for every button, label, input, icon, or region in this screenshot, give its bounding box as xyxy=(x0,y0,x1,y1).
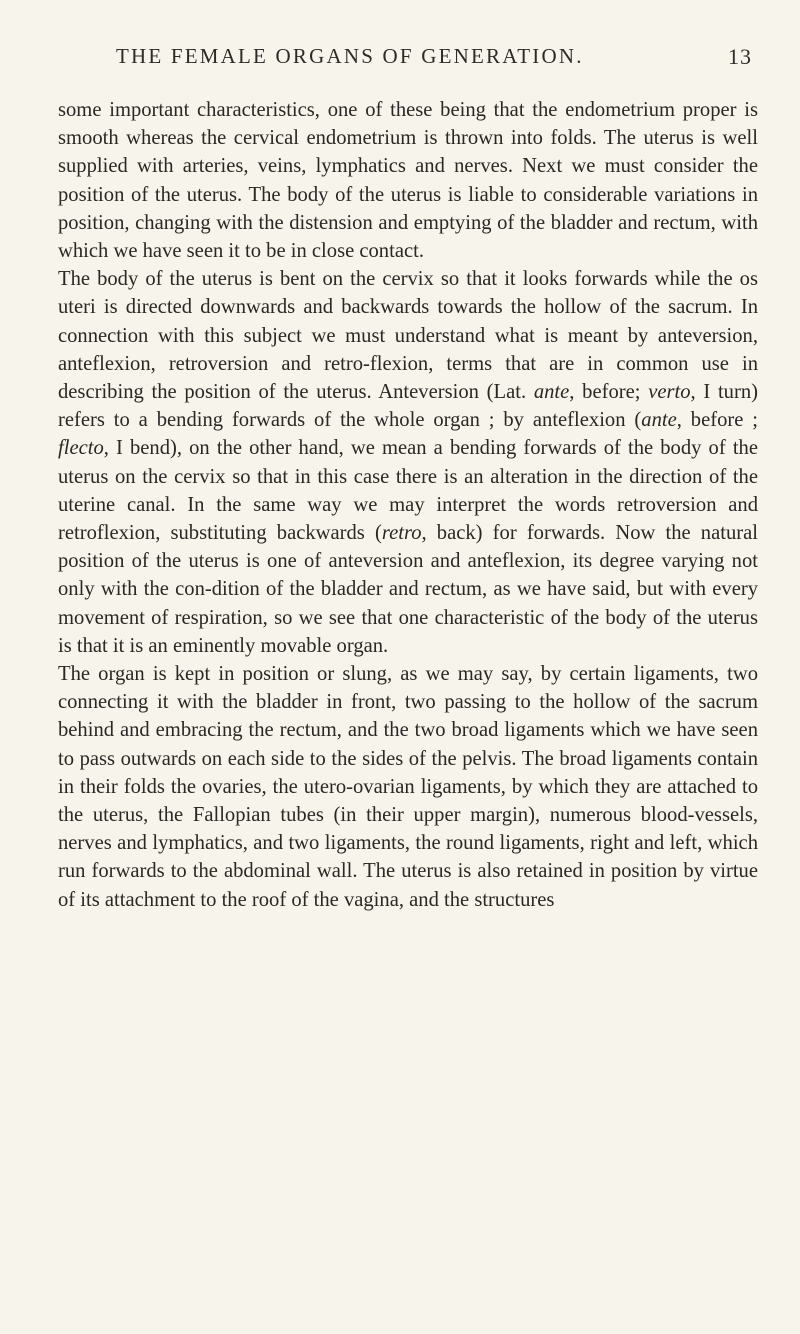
text-run: , before; xyxy=(569,381,649,404)
text-run: some important characteristics, one of these being that the endometrium proper is smooth whereas the cervical endometrium is thrown into folds. The uterus is well supplied with arteries, veins, lymphatics and nerves. Next we must consider the position of the uterus. The body of the uterus is liable to considerable variations in position, changing with the distension and emptying of the bladder and rectum, with which we have seen it to be in close contact. xyxy=(58,99,758,263)
italic-term: retro xyxy=(381,522,422,545)
running-head xyxy=(58,44,758,96)
page-number: 13 xyxy=(728,44,752,69)
text-run: , I turn) refers to a bending forwards of the whole organ ; by anteflexion ( xyxy=(58,381,758,432)
paragraph xyxy=(58,96,758,265)
paragraph xyxy=(58,265,758,660)
italic-term: flecto xyxy=(58,437,104,460)
paragraph xyxy=(58,660,758,914)
italic-term: ante xyxy=(533,381,570,404)
text-run: , back) for forwards. Now the natural position of the uterus is one of anteversion and anteflexion, its degree varying not only with the con-dition of the bladder and rectum, as we have said, but with every movement of respiration, so we see that one characteristic of the body of the uterus is that it is an eminently movable organ. xyxy=(58,522,758,657)
text-run: The organ is kept in position or slung, as we may say, by certain ligaments, two connecting it with the bladder in front, two passing to the hollow of the sacrum behind and embracing the rectum, and the two broad ligaments which we have seen to pass outwards on each side to the sides of the pelvis. The broad ligaments contain in their folds the ovaries, the utero-ovarian ligaments, by which they are attached to the uterus, the Fallopian tubes (in their upper margin), numerous blood-vessels, nerves and lymphatics, and two ligaments, the round ligaments, right and left, which run forwards to the abdominal wall. The uterus is also retained in position by virtue of its attachment to the roof of the vagina, and the structures xyxy=(58,663,758,911)
running-title: THE FEMALE ORGANS OF GENERATION. xyxy=(116,44,584,68)
body-text xyxy=(58,96,758,914)
italic-term: ante xyxy=(641,409,677,432)
book-page xyxy=(58,44,758,914)
text-run: , before ; xyxy=(676,409,758,432)
italic-term: verto xyxy=(648,381,691,404)
text-run: The body of the uterus is bent on the cervix so that it looks forwards while the os uteri is directed downwards and backwards towards the hollow of the sacrum. In connection with this subject we must understand what is meant by anteversion, anteflexion, retroversion and retro-flexion, terms that are in common use in describing the position of the uterus. Anteversion (Lat. xyxy=(58,268,758,404)
text-run: , I bend), on the other hand, we mean a bending forwards of the body of the uterus on the cervix so that in this case there is an alteration in the direction of the uterine canal. In the same way we may interpret the words retroversion and retroflexion, substituting backwards ( xyxy=(58,437,758,545)
